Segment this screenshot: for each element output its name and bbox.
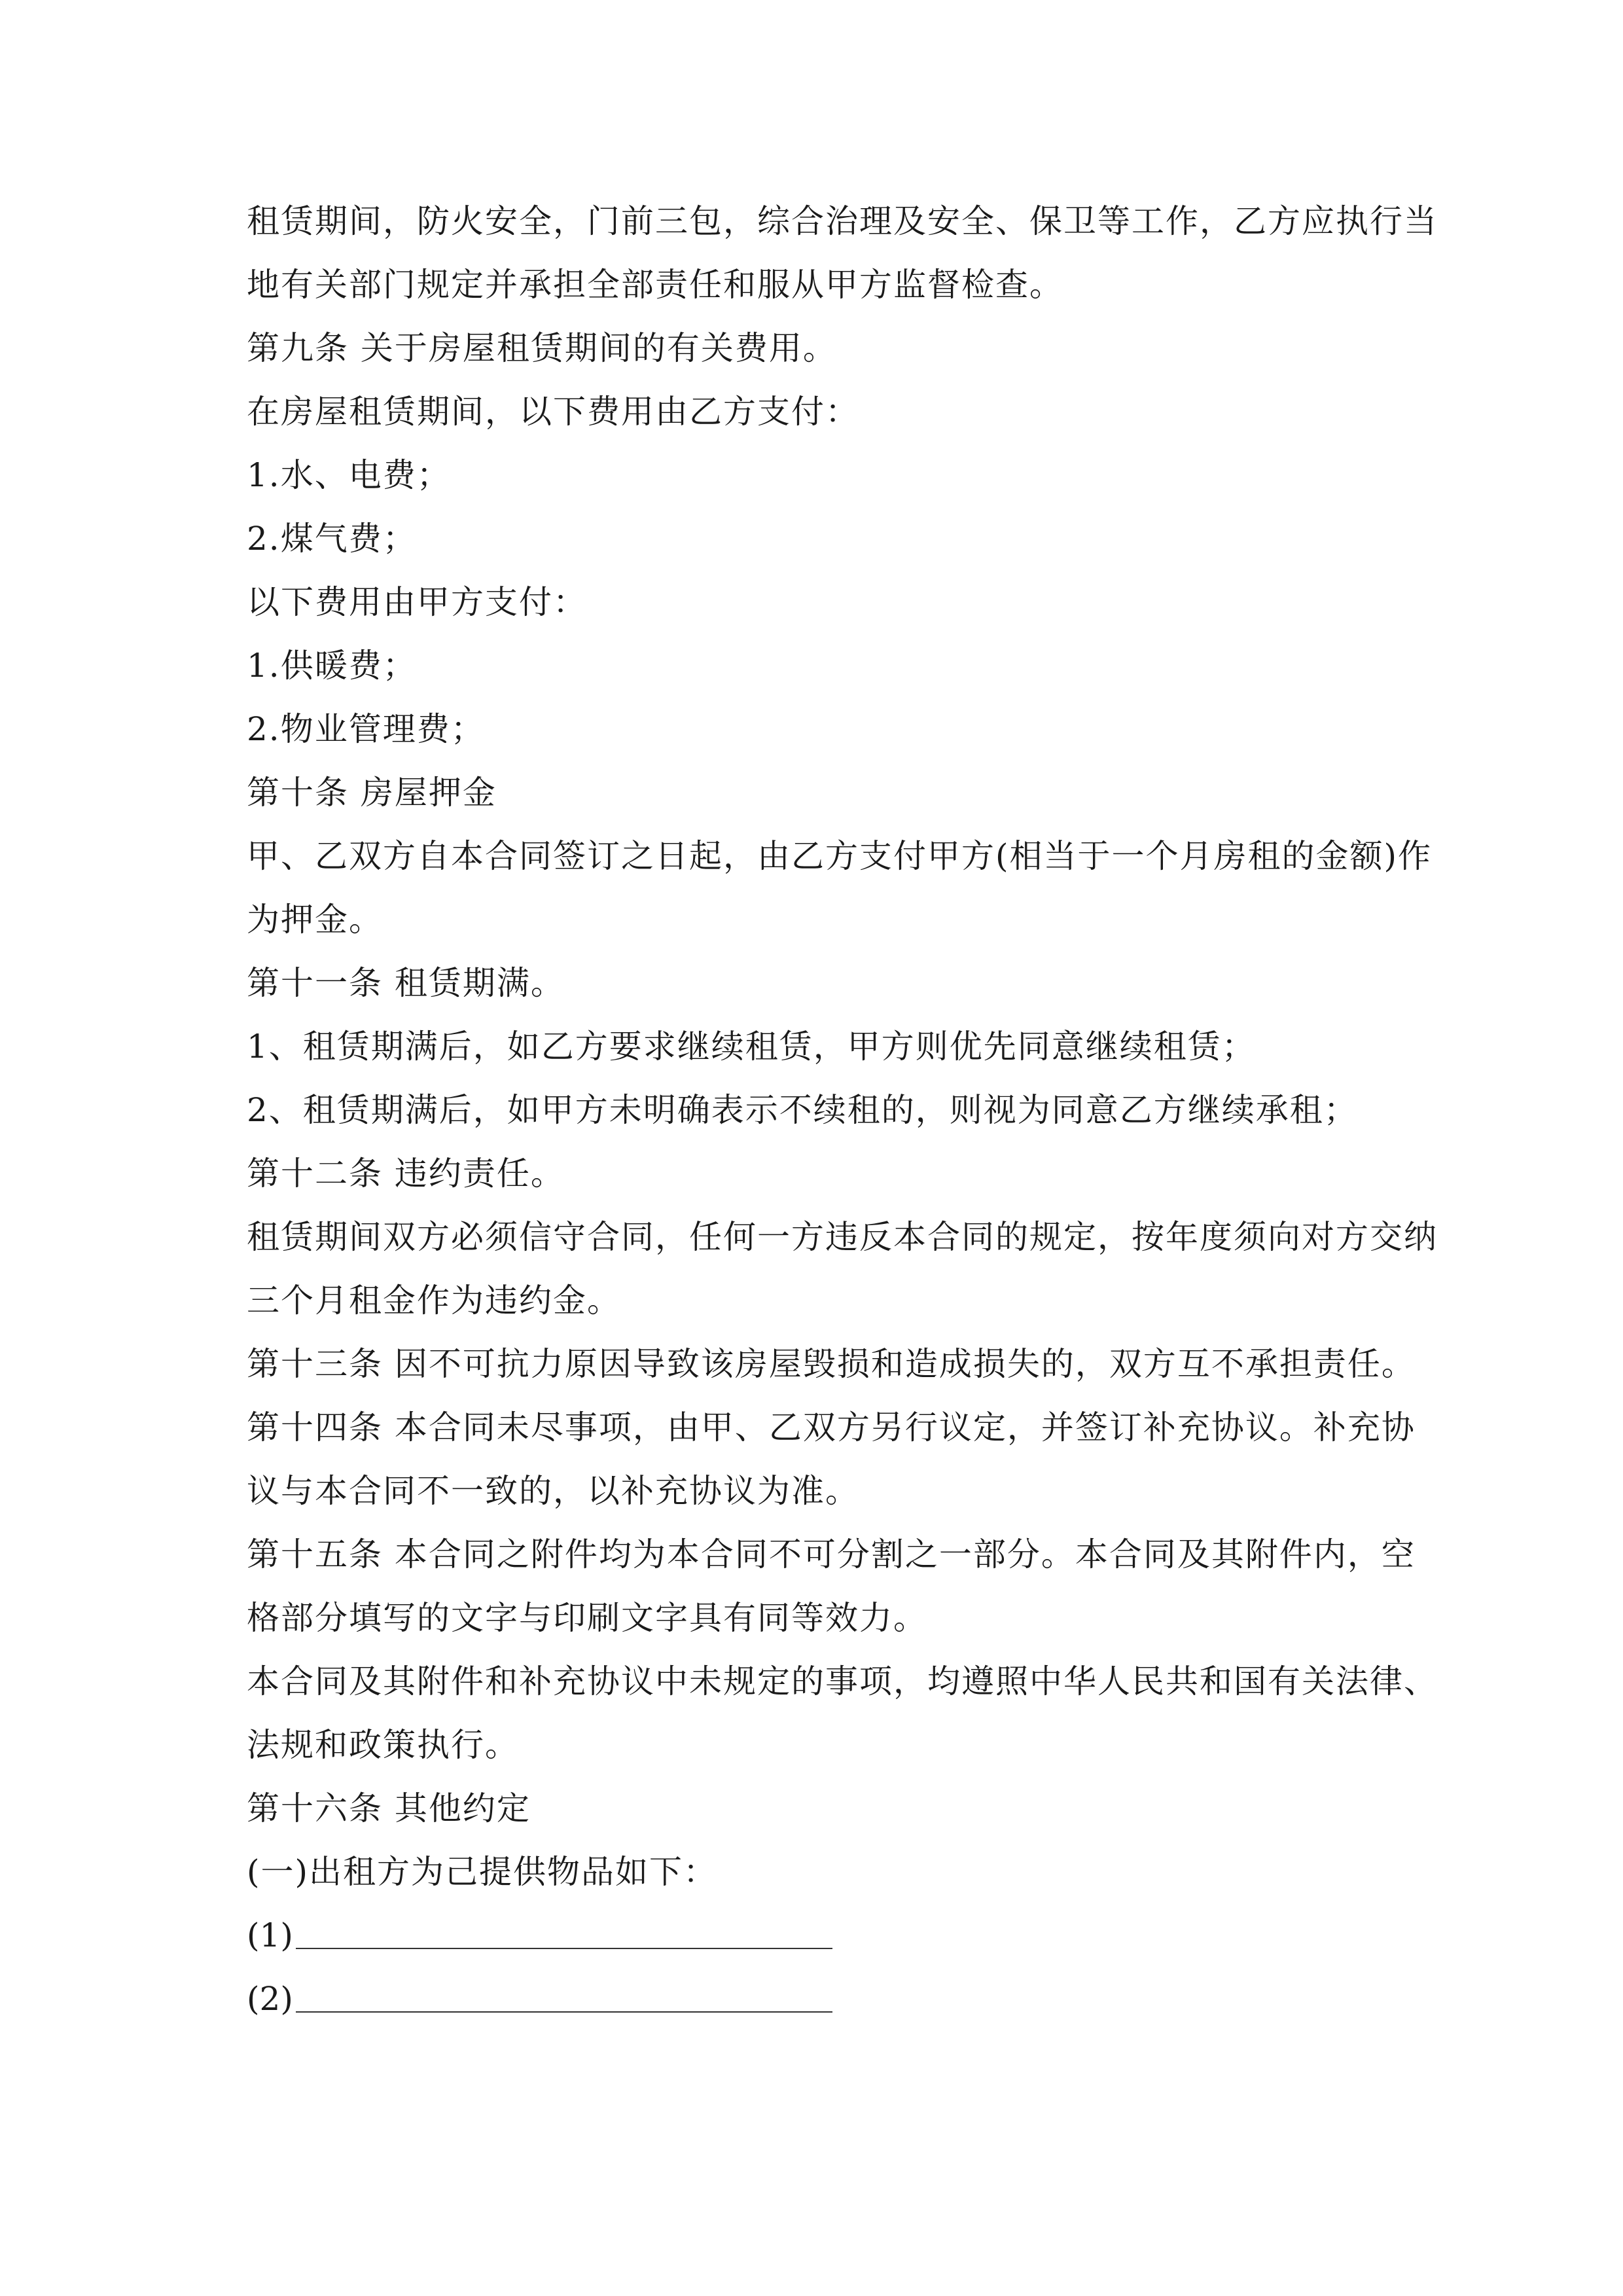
article-heading-12: 第十二条 违约责任。 xyxy=(247,1155,565,1193)
list-item: 1、租赁期满后，如乙方要求继续租赁，甲方则优先同意继续租赁； xyxy=(247,1028,1256,1066)
paragraph-line: 租赁期间双方必须信守合同，任何一方违反本合同的规定，按年度须向对方交纳 xyxy=(247,1218,1438,1256)
paragraph-line: 为押金。 xyxy=(247,901,383,939)
paragraph-line: 本合同及其附件和补充协议中未规定的事项，均遵照中华人民共和国有关法律、 xyxy=(247,1662,1438,1700)
fill-in-label: (2) xyxy=(247,1980,293,2018)
article-heading-10: 第十条 房屋押金 xyxy=(247,774,497,812)
list-item: 1.供暖费； xyxy=(247,647,417,685)
article-heading-11: 第十一条 租赁期满。 xyxy=(247,964,565,1002)
fill-in-blank[interactable] xyxy=(296,1922,832,1949)
article-heading-9: 第九条 关于房屋租赁期间的有关费用。 xyxy=(247,329,837,367)
article-heading-16: 第十六条 其他约定 xyxy=(247,1789,531,1827)
article-heading-15: 第十五条 本合同之附件均为本合同不可分割之一部分。本合同及其附件内，空 xyxy=(247,1535,1416,1573)
article-heading-13: 第十三条 因不可抗力原因导致该房屋毁损和造成损失的，双方互不承担责任。 xyxy=(247,1345,1416,1383)
fill-in-label: (1) xyxy=(247,1916,293,1954)
paragraph-line: 在房屋租赁期间，以下费用由乙方支付： xyxy=(247,393,859,431)
paragraph-line: 格部分填写的文字与印刷文字具有同等效力。 xyxy=(247,1599,927,1637)
fill-in-blank[interactable] xyxy=(296,1985,832,2013)
list-item: 2.物业管理费； xyxy=(247,710,485,748)
paragraph-line: 以下费用由甲方支付： xyxy=(247,583,587,621)
paragraph-line: 地有关部门规定并承担全部责任和服从甲方监督检查。 xyxy=(247,266,1063,304)
paragraph-line: 甲、乙双方自本合同签订之日起，由乙方支付甲方(相当于一个月房租的金额)作 xyxy=(247,837,1433,875)
paragraph-line: 议与本合同不一致的，以补充协议为准。 xyxy=(247,1472,859,1510)
paragraph-line: 三个月租金作为违约金。 xyxy=(247,1282,621,1319)
paragraph-line: 法规和政策执行。 xyxy=(247,1726,519,1764)
paragraph-line: (一)出租方为己提供物品如下： xyxy=(247,1853,718,1891)
list-item: 2、租赁期满后，如甲方未明确表示不续租的，则视为同意乙方继续承租； xyxy=(247,1091,1358,1129)
list-item: 2.煤气费； xyxy=(247,520,417,558)
paragraph-line: 租赁期间，防火安全，门前三包，综合治理及安全、保卫等工作，乙方应执行当 xyxy=(247,202,1438,240)
fill-in-row-1 xyxy=(247,1914,832,1957)
fill-in-row-2 xyxy=(247,1977,832,2020)
list-item: 1.水、电费； xyxy=(247,456,451,494)
article-heading-14: 第十四条 本合同未尽事项，由甲、乙双方另行议定，并签订补充协议。补充协 xyxy=(247,1408,1416,1446)
